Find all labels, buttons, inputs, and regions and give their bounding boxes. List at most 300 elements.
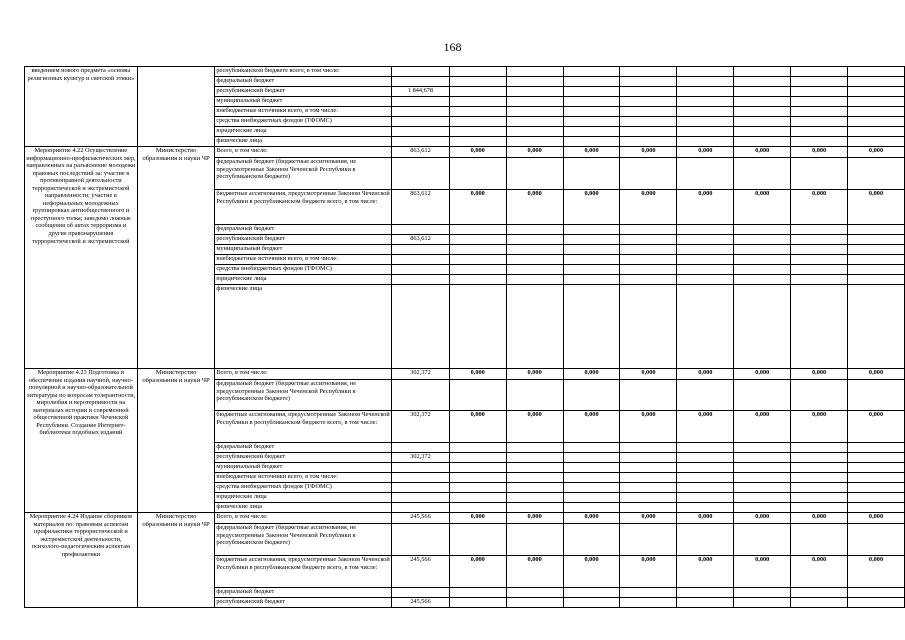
- funding-source-cell: муниципальный бюджет: [215, 245, 392, 255]
- year-value-cell: [734, 463, 791, 473]
- year-value-cell: [506, 107, 563, 117]
- year-value-cell: [791, 235, 848, 245]
- year-value-cell: [449, 598, 506, 608]
- year-value-cell: [449, 137, 506, 147]
- year-value-cell: [506, 380, 563, 411]
- year-value-cell: 0,000: [677, 556, 734, 588]
- total-cell: 863,612: [392, 147, 450, 158]
- funding-source-cell: федеральный бюджет (бюджетные ассигнования, не предусмотренные Законом Чеченской Республики в республиканском бюджете): [215, 524, 392, 556]
- year-value-cell: 0,000: [734, 513, 791, 524]
- year-value-cell: [449, 87, 506, 97]
- year-value-cell: 0,000: [791, 369, 848, 380]
- year-value-cell: [677, 503, 734, 513]
- total-cell: [392, 225, 450, 235]
- year-value-cell: 0,000: [563, 411, 620, 443]
- year-value-cell: [620, 453, 677, 463]
- total-cell: [392, 443, 450, 453]
- year-value-cell: [677, 453, 734, 463]
- year-value-cell: [449, 524, 506, 556]
- year-value-cell: [791, 255, 848, 265]
- year-value-cell: [449, 255, 506, 265]
- year-value-cell: [734, 87, 791, 97]
- year-value-cell: 0,000: [734, 556, 791, 588]
- total-cell: [392, 97, 450, 107]
- year-value-cell: [848, 443, 905, 453]
- funding-source-cell: средства внебюджетных фондов (ТФОМС): [215, 117, 392, 127]
- year-value-cell: 0,000: [791, 147, 848, 158]
- year-value-cell: [563, 117, 620, 127]
- year-value-cell: [563, 380, 620, 411]
- executor-cell: Министерство образования и науки ЧР: [137, 513, 215, 608]
- year-value-cell: [734, 380, 791, 411]
- year-value-cell: [677, 97, 734, 107]
- total-cell: 245,566: [392, 598, 450, 608]
- year-value-cell: [506, 598, 563, 608]
- year-value-cell: [563, 275, 620, 285]
- total-cell: 1 844,678: [392, 87, 450, 97]
- year-value-cell: [677, 117, 734, 127]
- year-value-cell: [791, 524, 848, 556]
- funding-source-cell: федеральный бюджет (бюджетные ассигнования, не предусмотренные Законом Чеченской Республики в республиканском бюджете): [215, 158, 392, 190]
- year-value-cell: [791, 67, 848, 77]
- year-value-cell: 0,000: [791, 556, 848, 588]
- year-value-cell: 0,000: [848, 411, 905, 443]
- funding-source-cell: федеральный бюджет: [215, 588, 392, 598]
- year-value-cell: [677, 235, 734, 245]
- total-cell: [392, 127, 450, 137]
- year-value-cell: [563, 235, 620, 245]
- year-value-cell: [620, 275, 677, 285]
- year-value-cell: [506, 463, 563, 473]
- year-value-cell: 0,000: [734, 411, 791, 443]
- year-value-cell: [791, 77, 848, 87]
- year-value-cell: 0,000: [734, 190, 791, 225]
- year-value-cell: [848, 87, 905, 97]
- year-value-cell: [449, 275, 506, 285]
- year-value-cell: [620, 473, 677, 483]
- year-value-cell: 0,000: [848, 369, 905, 380]
- year-value-cell: 0,000: [620, 513, 677, 524]
- year-value-cell: 0,000: [677, 369, 734, 380]
- year-value-cell: [563, 463, 620, 473]
- year-value-cell: [620, 225, 677, 235]
- funding-source-cell: Всего, в том числе:: [215, 369, 392, 380]
- total-cell: 302,372: [392, 453, 450, 463]
- funding-source-cell: юридические лица: [215, 127, 392, 137]
- year-value-cell: 0,000: [506, 556, 563, 588]
- funding-source-cell: муниципальный бюджет: [215, 97, 392, 107]
- year-value-cell: [848, 67, 905, 77]
- year-value-cell: [563, 503, 620, 513]
- total-cell: 302,372: [392, 369, 450, 380]
- funding-source-cell: республиканский бюджет: [215, 598, 392, 608]
- year-value-cell: [563, 137, 620, 147]
- year-value-cell: [734, 97, 791, 107]
- total-cell: [392, 158, 450, 190]
- year-value-cell: [449, 285, 506, 369]
- year-value-cell: 0,000: [620, 369, 677, 380]
- total-cell: [392, 255, 450, 265]
- year-value-cell: 0,000: [848, 556, 905, 588]
- year-value-cell: [449, 158, 506, 190]
- funding-source-cell: бюджетные ассигнования, предусмотренные Законом Чеченской Республики в республиканском бюджете всего, в том числе:: [215, 411, 392, 443]
- year-value-cell: [563, 77, 620, 87]
- year-value-cell: [620, 285, 677, 369]
- year-value-cell: [506, 473, 563, 483]
- total-cell: [392, 117, 450, 127]
- year-value-cell: [506, 235, 563, 245]
- year-value-cell: [677, 598, 734, 608]
- year-value-cell: [734, 503, 791, 513]
- year-value-cell: [734, 255, 791, 265]
- total-cell: 245,566: [392, 513, 450, 524]
- year-value-cell: 0,000: [563, 369, 620, 380]
- year-value-cell: [734, 483, 791, 493]
- year-value-cell: [734, 524, 791, 556]
- year-value-cell: [734, 493, 791, 503]
- total-cell: [392, 380, 450, 411]
- year-value-cell: [791, 453, 848, 463]
- year-value-cell: [506, 443, 563, 453]
- year-value-cell: [791, 483, 848, 493]
- year-value-cell: [506, 127, 563, 137]
- year-value-cell: 0,000: [791, 411, 848, 443]
- year-value-cell: [449, 245, 506, 255]
- table-row: [25, 513, 905, 524]
- year-value-cell: [449, 127, 506, 137]
- total-cell: [392, 245, 450, 255]
- year-value-cell: [563, 67, 620, 77]
- year-value-cell: [677, 493, 734, 503]
- year-value-cell: [734, 158, 791, 190]
- year-value-cell: [677, 127, 734, 137]
- year-value-cell: [677, 245, 734, 255]
- year-value-cell: [449, 483, 506, 493]
- year-value-cell: [506, 588, 563, 598]
- year-value-cell: 0,000: [563, 190, 620, 225]
- year-value-cell: [506, 67, 563, 77]
- year-value-cell: [734, 443, 791, 453]
- funding-source-cell: Всего, в том числе:: [215, 147, 392, 158]
- year-value-cell: [791, 473, 848, 483]
- funding-source-cell: муниципальный бюджет: [215, 463, 392, 473]
- year-value-cell: [791, 225, 848, 235]
- year-value-cell: [848, 598, 905, 608]
- year-value-cell: [677, 473, 734, 483]
- year-value-cell: [620, 107, 677, 117]
- year-value-cell: [848, 255, 905, 265]
- year-value-cell: [677, 275, 734, 285]
- year-value-cell: [791, 493, 848, 503]
- year-value-cell: [734, 453, 791, 463]
- year-value-cell: [563, 265, 620, 275]
- year-value-cell: [563, 493, 620, 503]
- budget-table: [24, 66, 905, 608]
- funding-source-cell: внебюджетные источники всего, в том числе:: [215, 107, 392, 117]
- year-value-cell: [563, 483, 620, 493]
- funding-source-cell: республиканский бюджет: [215, 235, 392, 245]
- year-value-cell: [449, 225, 506, 235]
- year-value-cell: [563, 473, 620, 483]
- year-value-cell: [620, 137, 677, 147]
- funding-source-cell: физические лица: [215, 137, 392, 147]
- year-value-cell: 0,000: [449, 411, 506, 443]
- year-value-cell: [620, 67, 677, 77]
- year-value-cell: [620, 77, 677, 87]
- funding-source-cell: средства внебюджетных фондов (ТФОМС): [215, 483, 392, 493]
- year-value-cell: 0,000: [506, 190, 563, 225]
- year-value-cell: [791, 245, 848, 255]
- year-value-cell: [449, 117, 506, 127]
- year-value-cell: [563, 285, 620, 369]
- year-value-cell: [506, 87, 563, 97]
- year-value-cell: 0,000: [791, 513, 848, 524]
- year-value-cell: [734, 265, 791, 275]
- year-value-cell: 0,000: [848, 147, 905, 158]
- total-cell: [392, 275, 450, 285]
- year-value-cell: [677, 285, 734, 369]
- year-value-cell: [563, 97, 620, 107]
- year-value-cell: [449, 67, 506, 77]
- year-value-cell: 0,000: [449, 369, 506, 380]
- year-value-cell: [848, 117, 905, 127]
- funding-source-cell: федеральный бюджет: [215, 443, 392, 453]
- measure-cell: Мероприятие 4.24 Издание сборников материалов по: правовым аспектам профилактики террористической и экстремистской деятельности, психолого-педагогическим аспектам профилактики: [25, 513, 138, 608]
- total-cell: [392, 473, 450, 483]
- table-row: [25, 147, 905, 158]
- year-value-cell: 0,000: [848, 190, 905, 225]
- funding-source-cell: республиканском бюджете всего, в том числе:: [215, 67, 392, 77]
- funding-source-cell: республиканский бюджет: [215, 453, 392, 463]
- measure-cell: введением нового предмета «основы религиозных культур и светской этики»: [25, 67, 138, 147]
- total-cell: [392, 483, 450, 493]
- year-value-cell: [506, 225, 563, 235]
- year-value-cell: [506, 503, 563, 513]
- year-value-cell: [449, 473, 506, 483]
- total-cell: [392, 588, 450, 598]
- year-value-cell: [506, 265, 563, 275]
- total-cell: [392, 285, 450, 369]
- year-value-cell: [734, 235, 791, 245]
- funding-source-cell: федеральный бюджет (бюджетные ассигнования, не предусмотренные Законом Чеченской Республики в республиканском бюджете): [215, 380, 392, 411]
- year-value-cell: [449, 380, 506, 411]
- year-value-cell: 0,000: [677, 411, 734, 443]
- total-cell: [392, 493, 450, 503]
- funding-source-cell: юридические лица: [215, 275, 392, 285]
- year-value-cell: [848, 483, 905, 493]
- year-value-cell: 0,000: [506, 369, 563, 380]
- year-value-cell: [563, 453, 620, 463]
- year-value-cell: [848, 235, 905, 245]
- year-value-cell: [449, 265, 506, 275]
- year-value-cell: [848, 245, 905, 255]
- year-value-cell: 0,000: [620, 147, 677, 158]
- year-value-cell: [563, 87, 620, 97]
- year-value-cell: [848, 493, 905, 503]
- year-value-cell: 0,000: [506, 147, 563, 158]
- year-value-cell: [620, 380, 677, 411]
- year-value-cell: [620, 97, 677, 107]
- year-value-cell: [734, 137, 791, 147]
- year-value-cell: [734, 127, 791, 137]
- year-value-cell: 0,000: [734, 369, 791, 380]
- total-cell: [392, 265, 450, 275]
- year-value-cell: [677, 107, 734, 117]
- total-cell: 863,612: [392, 235, 450, 245]
- year-value-cell: [791, 97, 848, 107]
- table-body: [25, 67, 905, 608]
- funding-source-cell: средства внебюджетных фондов (ТФОМС): [215, 265, 392, 275]
- funding-source-cell: юридические лица: [215, 493, 392, 503]
- funding-source-cell: физические лица: [215, 285, 392, 369]
- year-value-cell: [734, 117, 791, 127]
- year-value-cell: [791, 598, 848, 608]
- year-value-cell: [620, 117, 677, 127]
- year-value-cell: [449, 97, 506, 107]
- total-cell: [392, 524, 450, 556]
- year-value-cell: [734, 107, 791, 117]
- year-value-cell: [449, 235, 506, 245]
- funding-source-cell: федеральный бюджет: [215, 77, 392, 87]
- year-value-cell: [848, 265, 905, 275]
- year-value-cell: [563, 588, 620, 598]
- year-value-cell: [677, 158, 734, 190]
- year-value-cell: 0,000: [506, 411, 563, 443]
- year-value-cell: [449, 453, 506, 463]
- year-value-cell: 0,000: [563, 513, 620, 524]
- year-value-cell: [506, 255, 563, 265]
- year-value-cell: [734, 598, 791, 608]
- year-value-cell: [848, 524, 905, 556]
- measure-cell: Мероприятие 4.22 Осуществление информационно-профилактических мер, направленных на разъяснение молодежи правовых последствий за: участие в противоправной деятельности террористической и экстремистской направленности; участие в неформальных молодежных группировках антиобщественного и преступного толка; заведомо ложные сообщения об актах терроризма и другие правонарушения террористической и экстремистской: [25, 147, 138, 369]
- year-value-cell: [677, 588, 734, 598]
- year-value-cell: [791, 107, 848, 117]
- year-value-cell: [563, 158, 620, 190]
- year-value-cell: [506, 77, 563, 87]
- year-value-cell: [848, 463, 905, 473]
- year-value-cell: [620, 524, 677, 556]
- total-cell: 863,612: [392, 190, 450, 225]
- year-value-cell: 0,000: [449, 513, 506, 524]
- year-value-cell: [506, 117, 563, 127]
- year-value-cell: [449, 107, 506, 117]
- year-value-cell: [449, 493, 506, 503]
- total-cell: [392, 107, 450, 117]
- year-value-cell: 0,000: [791, 190, 848, 225]
- year-value-cell: [791, 87, 848, 97]
- year-value-cell: [791, 285, 848, 369]
- year-value-cell: [506, 493, 563, 503]
- year-value-cell: [848, 225, 905, 235]
- year-value-cell: 0,000: [506, 513, 563, 524]
- year-value-cell: [848, 453, 905, 463]
- year-value-cell: [449, 463, 506, 473]
- year-value-cell: [848, 97, 905, 107]
- year-value-cell: [449, 588, 506, 598]
- year-value-cell: [734, 588, 791, 598]
- year-value-cell: [677, 463, 734, 473]
- year-value-cell: [563, 245, 620, 255]
- year-value-cell: [506, 483, 563, 493]
- year-value-cell: [506, 524, 563, 556]
- executor-cell: [137, 67, 215, 147]
- year-value-cell: 0,000: [449, 556, 506, 588]
- year-value-cell: [620, 483, 677, 493]
- year-value-cell: 0,000: [677, 147, 734, 158]
- year-value-cell: [620, 235, 677, 245]
- year-value-cell: [506, 453, 563, 463]
- year-value-cell: [677, 524, 734, 556]
- year-value-cell: [791, 380, 848, 411]
- year-value-cell: [791, 275, 848, 285]
- year-value-cell: [734, 245, 791, 255]
- total-cell: 302,372: [392, 411, 450, 443]
- year-value-cell: [620, 463, 677, 473]
- year-value-cell: 0,000: [620, 411, 677, 443]
- funding-source-cell: внебюджетные источники всего, в том числе:: [215, 473, 392, 483]
- table-row: [25, 67, 905, 77]
- year-value-cell: 0,000: [734, 147, 791, 158]
- year-value-cell: [677, 87, 734, 97]
- funding-source-cell: бюджетные ассигнования, предусмотренные Законом Чеченской Республики в республиканском бюджете всего, в том числе:: [215, 190, 392, 225]
- funding-source-cell: физические лица: [215, 503, 392, 513]
- executor-cell: Министерство образования и науки ЧР: [137, 369, 215, 513]
- funding-source-cell: бюджетные ассигнования, предусмотренные Законом Чеченской Республики в республиканском бюджете всего, в том числе:: [215, 556, 392, 588]
- year-value-cell: 0,000: [677, 513, 734, 524]
- funding-source-cell: Всего, в том числе:: [215, 513, 392, 524]
- year-value-cell: 0,000: [563, 147, 620, 158]
- year-value-cell: [620, 255, 677, 265]
- year-value-cell: [848, 473, 905, 483]
- year-value-cell: [620, 245, 677, 255]
- year-value-cell: [848, 380, 905, 411]
- year-value-cell: [791, 463, 848, 473]
- year-value-cell: [506, 285, 563, 369]
- year-value-cell: [734, 77, 791, 87]
- year-value-cell: [677, 137, 734, 147]
- page-number: 168: [443, 40, 462, 54]
- year-value-cell: [734, 225, 791, 235]
- total-cell: [392, 67, 450, 77]
- measure-cell: Мероприятие 4.23 Подготовка и обеспечение издания научной, научно-популярной и научно-образовательной литературы по вопросам толерантности, миролюбия и веротерпимости на материалах истории и современной общественной практики Чеченской Республики. Создание Интернет-библиотеки подобных изданий: [25, 369, 138, 513]
- year-value-cell: [848, 77, 905, 87]
- total-cell: 245,566: [392, 556, 450, 588]
- year-value-cell: [791, 443, 848, 453]
- year-value-cell: [848, 285, 905, 369]
- year-value-cell: 0,000: [449, 190, 506, 225]
- year-value-cell: [563, 255, 620, 265]
- table-row: [25, 369, 905, 380]
- year-value-cell: [677, 255, 734, 265]
- year-value-cell: 0,000: [620, 556, 677, 588]
- year-value-cell: [848, 588, 905, 598]
- total-cell: [392, 137, 450, 147]
- year-value-cell: [506, 245, 563, 255]
- year-value-cell: [677, 77, 734, 87]
- year-value-cell: [506, 158, 563, 190]
- year-value-cell: [791, 503, 848, 513]
- year-value-cell: 0,000: [848, 513, 905, 524]
- year-value-cell: [848, 503, 905, 513]
- year-value-cell: [677, 265, 734, 275]
- executor-cell: Министерство образования и науки ЧР: [137, 147, 215, 369]
- year-value-cell: [791, 117, 848, 127]
- year-value-cell: [848, 137, 905, 147]
- year-value-cell: [677, 443, 734, 453]
- total-cell: [392, 77, 450, 87]
- year-value-cell: [620, 493, 677, 503]
- year-value-cell: [563, 524, 620, 556]
